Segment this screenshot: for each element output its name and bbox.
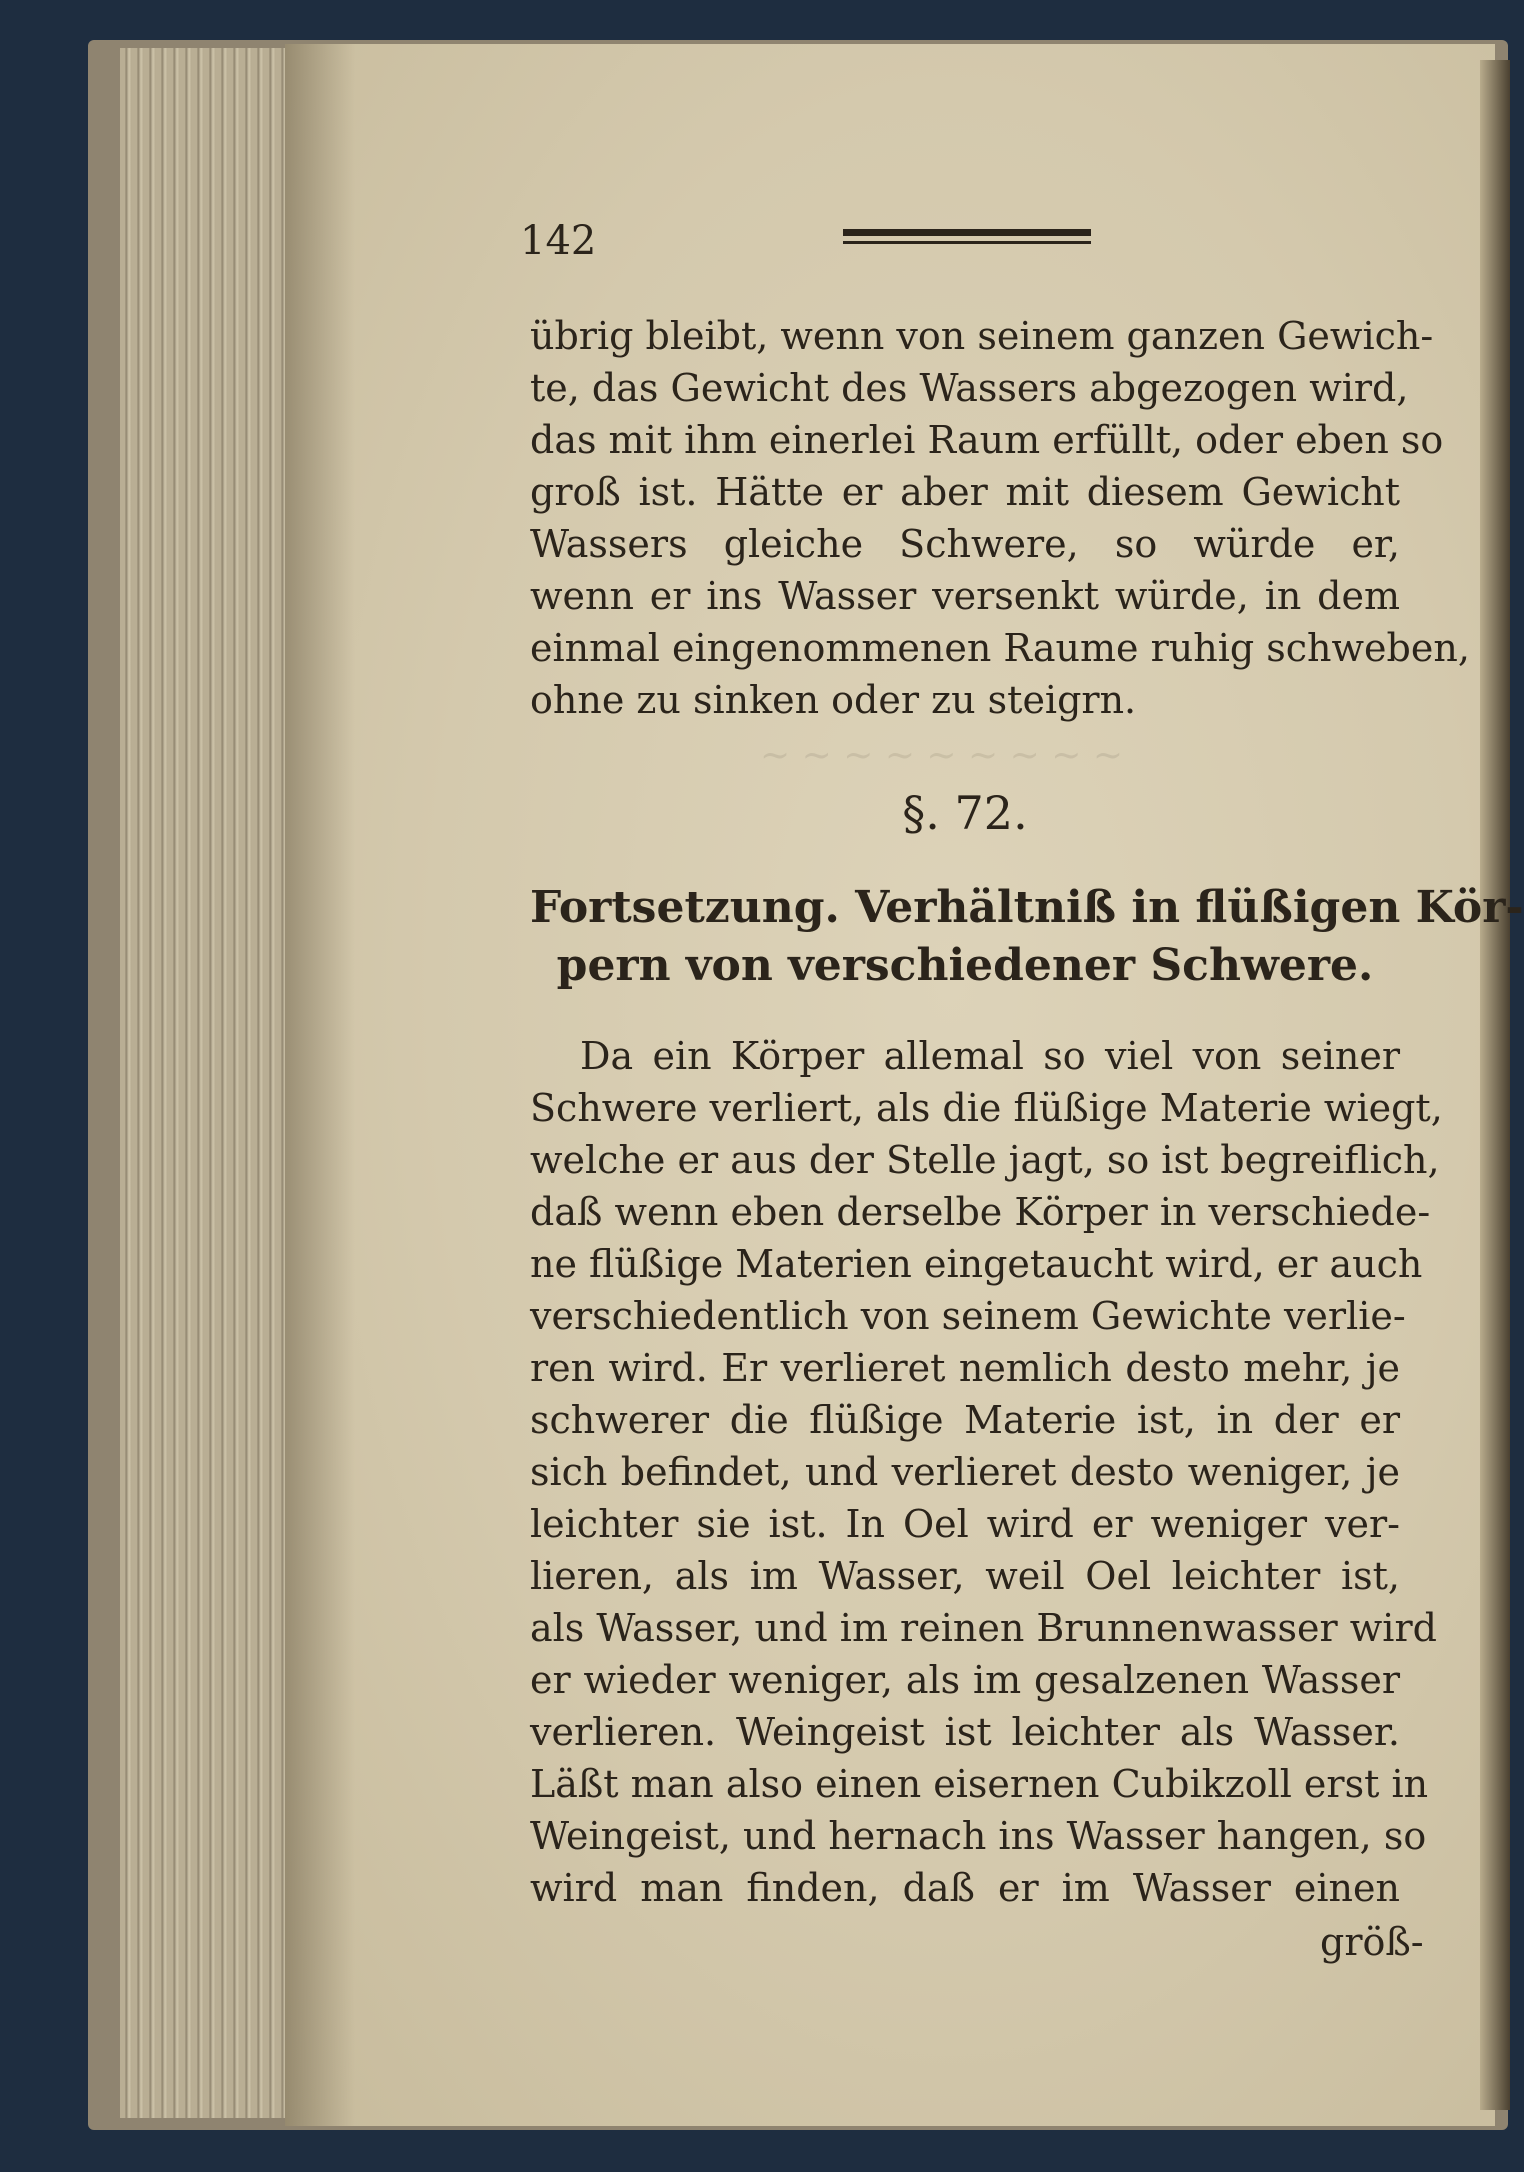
text-line: das mit ihm einerlei Raum erfüllt, oder eben so (530, 418, 1444, 462)
text-line: Da ein Körper allemal so viel von seiner (580, 1034, 1400, 1078)
section-heading-line-2: pern von verschiedener Schwere. (556, 940, 1374, 991)
text-line: ren wird. Er verlieret nemlich desto mehr, je (530, 1346, 1400, 1390)
text-line: verschiedentlich von seinem Gewichte verlie- (530, 1294, 1406, 1338)
header-rule (843, 229, 1091, 245)
show-through-text: ~ ~ ~ ~ ~ ~ ~ ~ ~ (760, 735, 1124, 776)
catchword: größ- (1320, 1920, 1424, 1964)
text-line: Weingeist, und hernach ins Wasser hangen, so (530, 1814, 1427, 1858)
text-line: te, das Gewicht des Wassers abgezogen wird, (530, 366, 1409, 410)
text-line: welche er aus der Stelle jagt, so ist begreiflich, (530, 1138, 1440, 1182)
text-line: lieren, als im Wasser, weil Oel leichter ist, (530, 1554, 1400, 1598)
text-line: sich befindet, und verlieret desto weniger, je (530, 1450, 1400, 1494)
page-number: 142 (520, 218, 597, 264)
section-number: §. 72. (902, 786, 1028, 840)
header-rule-thick (843, 229, 1091, 236)
text-line: leichter sie ist. In Oel wird er weniger ver- (530, 1502, 1400, 1546)
text-line: Schwere verliert, als die flüßige Materie wiegt, (530, 1086, 1443, 1130)
text-line: groß ist. Hätte er aber mit diesem Gewicht (530, 470, 1400, 514)
text-line: wird man finden, daß er im Wasser einen (530, 1866, 1400, 1910)
text-line: als Wasser, und im reinen Brunnenwasser wird (530, 1606, 1437, 1650)
header-rule-thin (843, 241, 1091, 244)
text-line: ohne zu sinken oder zu steigrn. (530, 678, 1137, 722)
text-line: schwerer die flüßige Materie ist, in der er (530, 1398, 1400, 1442)
text-line: übrig bleibt, wenn von seinem ganzen Gewich- (530, 314, 1434, 358)
text-line: Wassers gleiche Schwere, so würde er, (530, 522, 1400, 566)
text-line: ne flüßige Materien eingetaucht wird, er auch (530, 1242, 1423, 1286)
text-line: daß wenn eben derselbe Körper in verschiede- (530, 1190, 1431, 1234)
text-line: Läßt man also einen eisernen Cubikzoll erst in (530, 1762, 1429, 1806)
text-line: einmal eingenommenen Raume ruhig schweben, (530, 626, 1470, 670)
text-line: verlieren. Weingeist ist leichter als Wasser. (530, 1710, 1400, 1754)
text-line: er wieder weniger, als im gesalzenen Wasser (530, 1658, 1400, 1702)
text-line: wenn er ins Wasser versenkt würde, in dem (530, 574, 1400, 618)
section-heading-line-1: Fortsetzung. Verhältniß in flüßigen Kör- (530, 882, 1524, 933)
